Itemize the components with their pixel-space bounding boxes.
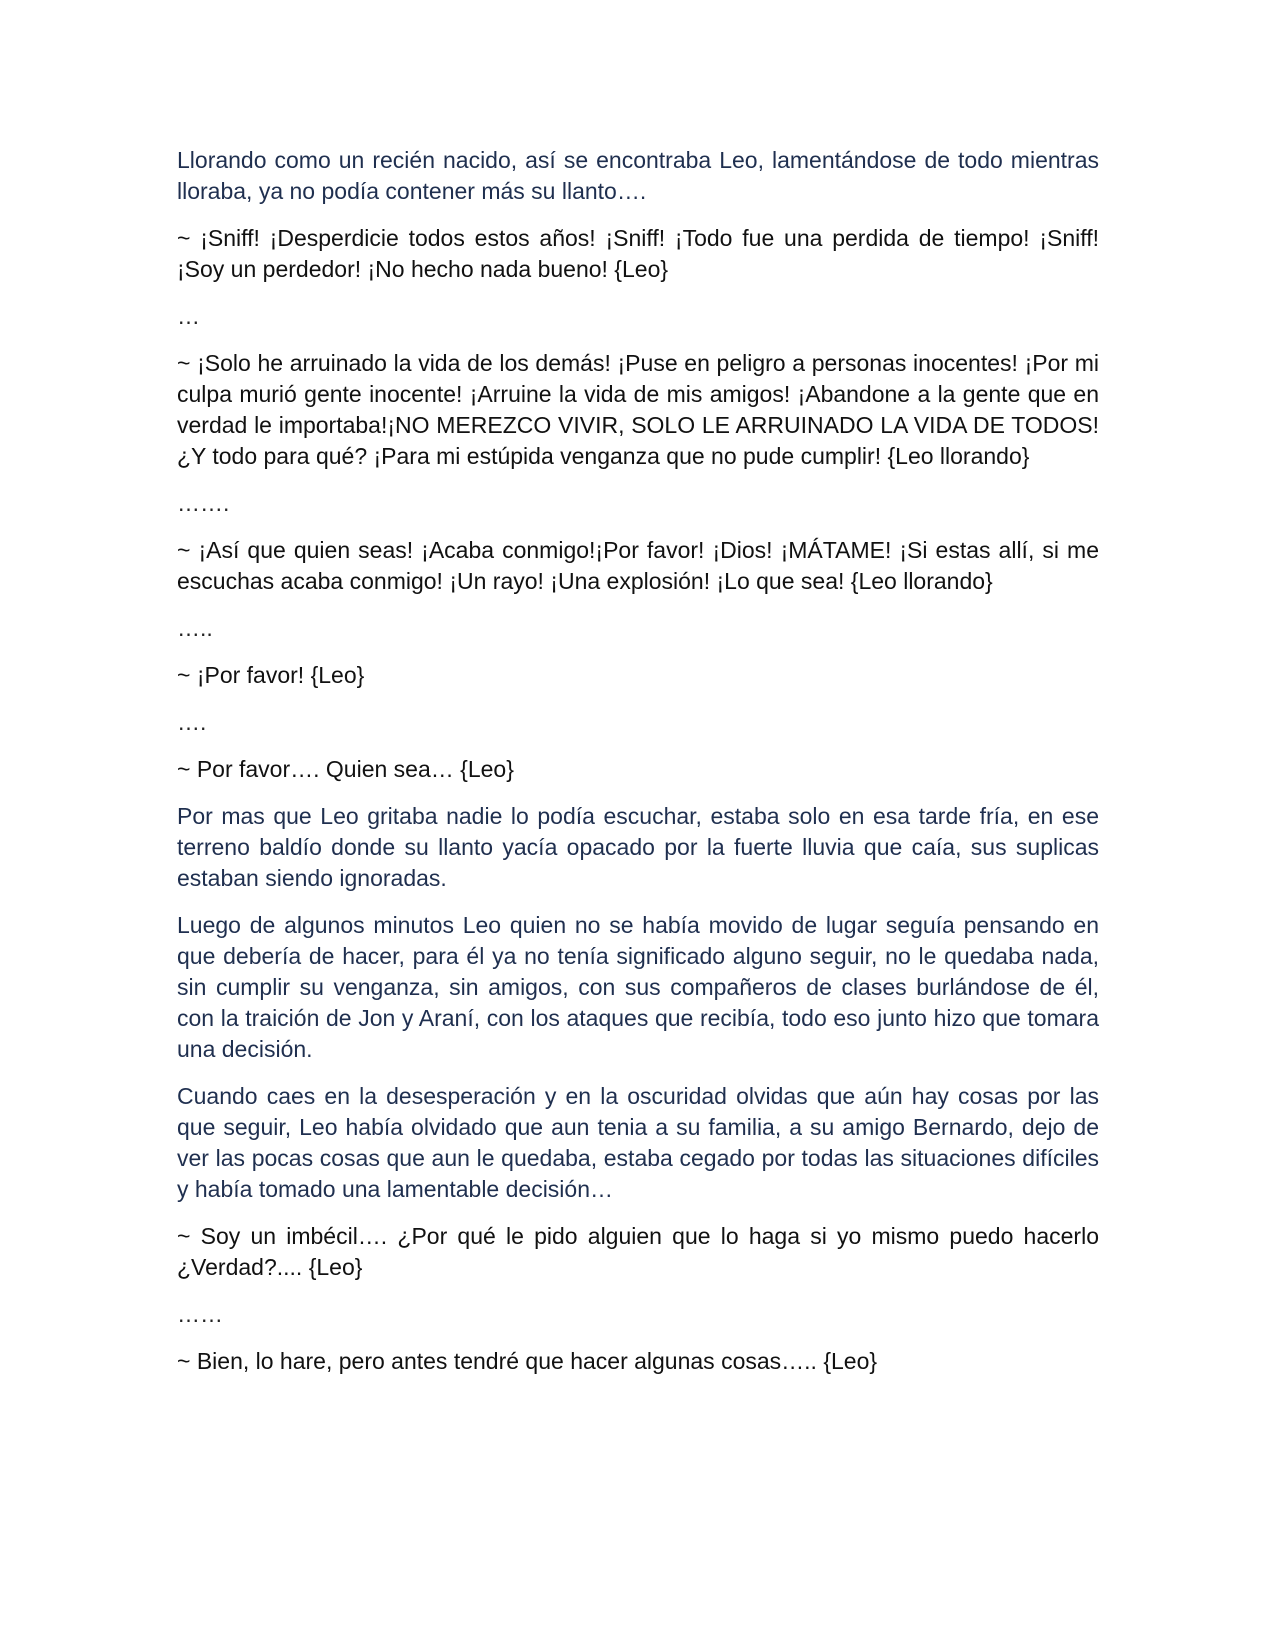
ellipsis-line: ….. bbox=[177, 615, 213, 641]
dialogue-line: ~ ¡Solo he arruinado la vida de los demás! ¡Puse en peligro a personas inocentes! ¡Por mi culpa murió gente inocente! ¡Arruine la vida de mis amigos! ¡Abandone a la gente que en verdad le importaba!¡NO MEREZCO VIVIR, SOLO LE ARRUINADO LA VIDA DE TODOS! ¿Y todo para qué? ¡Para mi estúpida venganza que no pude cumplir! {Leo llorando} bbox=[177, 350, 1099, 469]
narration-paragraph: Llorando como un recién nacido, así se encontraba Leo, lamentándose de todo mientras lloraba, ya no podía contener más su llanto…. bbox=[177, 147, 1099, 204]
dialogue-line: ~ Por favor…. Quien sea… {Leo} bbox=[177, 756, 514, 782]
document-page bbox=[177, 145, 1099, 1393]
ellipsis-line: ……. bbox=[177, 490, 230, 516]
narration-paragraph: Cuando caes en la desesperación y en la oscuridad olvidas que aún hay cosas por las que seguir, Leo había olvidado que aun tenia a su familia, a su amigo Bernardo, dejo de ver las pocas cosas que aun le quedaba, estaba cegado por todas las situaciones difíciles y había tomado una lamentable decisión… bbox=[177, 1083, 1099, 1202]
ellipsis-line: …. bbox=[177, 709, 207, 735]
dialogue-line: ~ ¡Así que quien seas! ¡Acaba conmigo!¡Por favor! ¡Dios! ¡MÁTAME! ¡Si estas allí, si me escuchas acaba conmigo! ¡Un rayo! ¡Una explosión! ¡Lo que sea! {Leo llorando} bbox=[177, 537, 1099, 594]
narration-paragraph: Por mas que Leo gritaba nadie lo podía escuchar, estaba solo en esa tarde fría, en ese terreno baldío donde su llanto yacía opacado por la fuerte lluvia que caía, sus suplicas estaban siendo ignoradas. bbox=[177, 803, 1099, 891]
dialogue-line: ~ ¡Sniff! ¡Desperdicie todos estos años! ¡Sniff! ¡Todo fue una perdida de tiempo! ¡Sniff! ¡Soy un perdedor! ¡No hecho nada bueno! {Leo} bbox=[177, 225, 1099, 282]
ellipsis-line: … bbox=[177, 303, 200, 329]
dialogue-line: ~ ¡Por favor! {Leo} bbox=[177, 662, 365, 688]
ellipsis-line: …… bbox=[177, 1301, 223, 1327]
dialogue-line: ~ Bien, lo hare, pero antes tendré que hacer algunas cosas….. {Leo} bbox=[177, 1348, 878, 1374]
dialogue-line: ~ Soy un imbécil…. ¿Por qué le pido alguien que lo haga si yo mismo puedo hacerlo ¿Verdad?.... {Leo} bbox=[177, 1223, 1099, 1280]
narration-paragraph: Luego de algunos minutos Leo quien no se había movido de lugar seguía pensando en que debería de hacer, para él ya no tenía significado alguno seguir, no le quedaba nada, sin cumplir su venganza, sin amigos, con sus compañeros de clases burlándose de él, con la traición de Jon y Araní, con los ataques que recibía, todo eso junto hizo que tomara una decisión. bbox=[177, 912, 1099, 1062]
